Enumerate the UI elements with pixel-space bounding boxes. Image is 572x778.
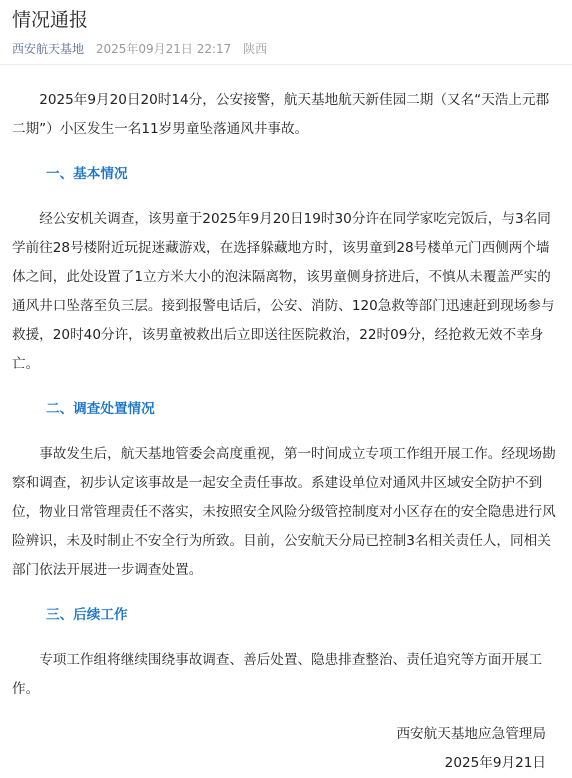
section-heading-basic: 一、基本情况 [46,166,128,182]
spacer [12,585,560,601]
intro-paragraph: 2025年9月20日20时14分，公安接警，航天基地航天新佳园二期（又名“天浩上元郡二期”）小区发生一名11岁男童坠落通风井事故。 [12,92,550,137]
section-body-followup: 专项工作组将继续围绕事故调查、善后处置、隐患排查整治、责任追究等方面开展工作。 [12,652,543,697]
signature-organization: 西安航天基地应急管理局 [396,726,546,742]
section-body-investigation: 事故发生后，航天基地管委会高度重视，第一时间成立专项工作组开展工作。经现场勘察和调查，初步认定该事故是一起安全责任事故。系建设单位对通风井区域安全防护不到位，物业日常管理责任不落实，未按照安全风险分级管控制度对小区存在的安全隐患进行风险辨识，未及时制止不安全行为所致。目前，公安航天分局已控制3名相关责任人，同相关部门依法开展进一步调查处置。 [12,446,556,578]
page-title: 情况通报 [12,9,89,31]
spacer [12,379,560,395]
article-meta [12,40,267,58]
signature-date: 2025年9月21日 [444,755,546,771]
spacer [12,144,560,160]
spacer [12,630,560,646]
publish-time: 2025年09月21日 22:17 [95,42,232,56]
section-heading-investigation: 二、调查处置情况 [46,401,155,417]
header-divider [0,64,572,65]
spacer [12,424,560,440]
spacer [12,704,560,720]
article-body [12,86,560,778]
section-body-basic: 经公安机关调查，该男童于2025年9月20日19时30分许在同学家吃完饭后，与3名同学前往28号楼附近玩捉迷藏游戏，在选择躲藏地方时，该男童到28号楼单元门西侧两个墙体之间，此处设置了1立方米大小的泡沫隔离物，该男童侧身挤进后，不慎从未覆盖严实的通风井口坠落至负三层。接到报警电话后，公安、消防、120急救等部门迅速赶到现场参与救援，20时40分许，该男童被救出后立即送往医院救治，22时09分，经抢救无效不幸身亡。 [12,211,555,372]
section-heading-followup: 三、后续工作 [46,607,128,623]
account-name-link[interactable]: 西安航天基地 [12,42,85,56]
publish-region: 陕西 [243,42,268,56]
spacer [12,189,560,205]
